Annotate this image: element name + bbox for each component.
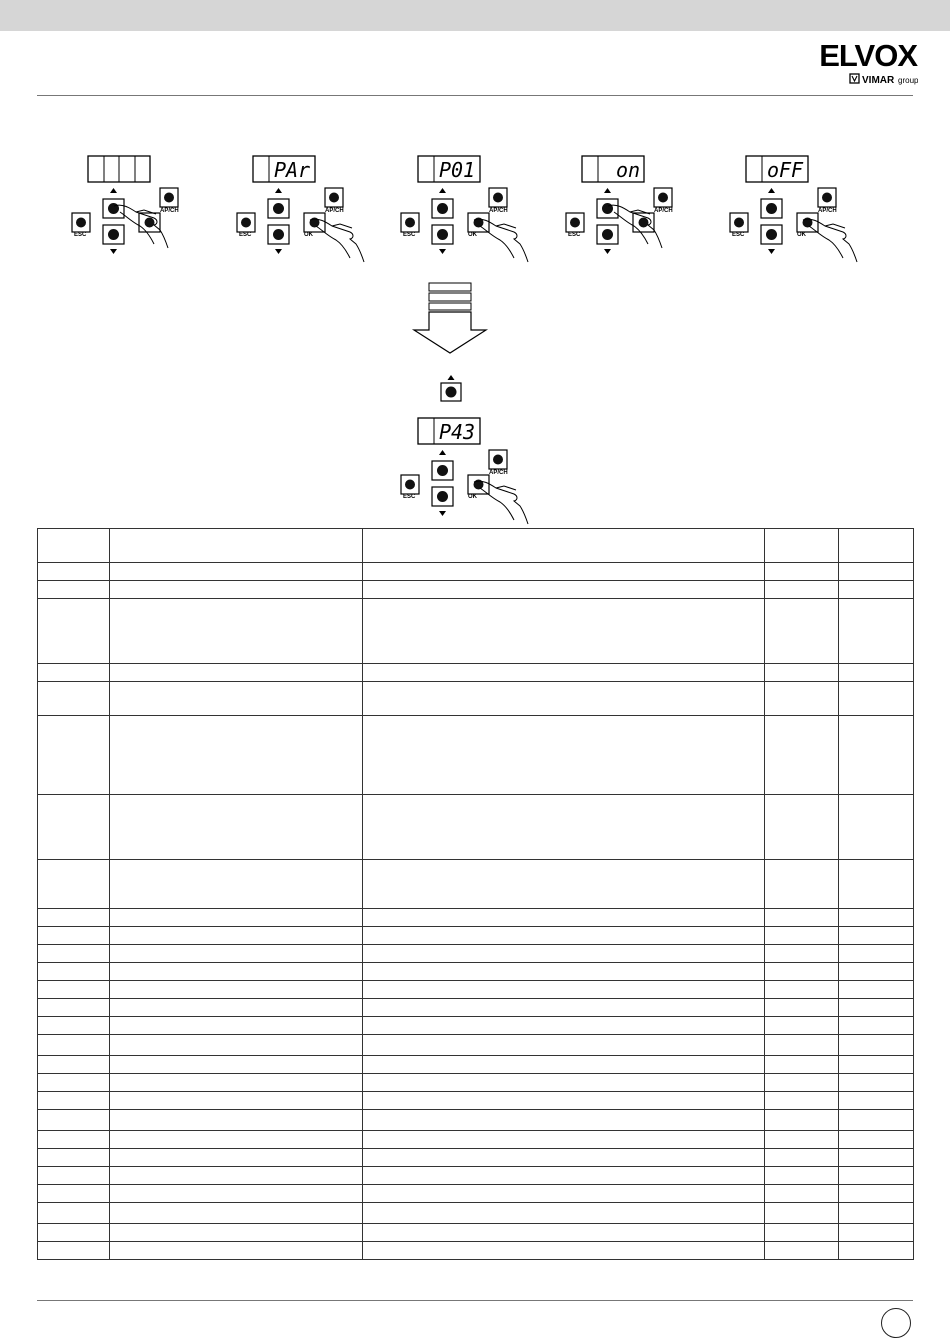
table-cell [363,1056,765,1074]
table-row [38,795,914,860]
table-cell [363,1203,765,1224]
table-cell [839,716,914,795]
display-5-text: oFF [766,158,804,182]
table-cell [110,860,363,909]
table-cell [38,581,110,599]
table-cell [765,1056,839,1074]
table-row [38,1149,914,1167]
keypad-6-esc-label: ESC [403,494,416,500]
table-cell [38,1149,110,1167]
table-cell [110,1185,363,1203]
table-cell [765,945,839,963]
table-row [38,909,914,927]
table-cell [839,581,914,599]
table-cell [363,860,765,909]
table-cell [363,1167,765,1185]
table-cell [110,529,363,563]
table-cell [363,664,765,682]
table-cell [839,563,914,581]
display-4-text: on [615,158,641,182]
footer-divider [37,1300,913,1301]
table-row [38,1092,914,1110]
table-cell [765,599,839,664]
table-cell [839,1092,914,1110]
keypad-3-apch-label: AP/CH [489,208,508,214]
table-cell [765,581,839,599]
display-5 [746,156,808,182]
table-cell [363,927,765,945]
table-cell [765,563,839,581]
table-cell [839,1149,914,1167]
table-cell [765,1017,839,1035]
table-cell [839,599,914,664]
table-row [38,1203,914,1224]
brand-name: ELVOX [819,40,917,73]
keypad-3-ok-label: OK [468,232,477,238]
table-cell [38,795,110,860]
table-row [38,963,914,981]
keypad-4-esc-label: ESC [568,232,581,238]
table-cell [363,909,765,927]
table-cell [765,1131,839,1149]
table-cell [765,999,839,1017]
table-cell [765,927,839,945]
table-cell [38,999,110,1017]
table-cell [110,664,363,682]
table-cell [38,1017,110,1035]
table-cell [363,1149,765,1167]
table-cell [363,1185,765,1203]
table-row [38,1074,914,1092]
table-cell [839,1035,914,1056]
table-cell [110,1149,363,1167]
keypad-6-ok-label: OK [468,494,477,500]
table-row [38,716,914,795]
keypad-3-esc-label: ESC [403,232,416,238]
table-cell [110,581,363,599]
table-cell [110,1056,363,1074]
brand-logo [800,40,918,88]
table-cell [38,1224,110,1242]
table-row [38,1242,914,1260]
table-cell [110,1035,363,1056]
table-cell [38,1185,110,1203]
table-cell [110,1203,363,1224]
table-cell [839,1017,914,1035]
table-cell [110,1224,363,1242]
table-cell [38,529,110,563]
display-3-text: P01 [438,158,476,182]
table-cell [110,999,363,1017]
display-4 [582,156,644,182]
table-cell [110,1092,363,1110]
parent-brand-suffix: group [898,76,918,85]
table-cell [839,909,914,927]
table-cell [765,1203,839,1224]
table-cell [363,1110,765,1131]
table-row [38,981,914,999]
table-cell [363,1242,765,1260]
keypad-5-esc-label: ESC [732,232,745,238]
table-cell [363,563,765,581]
keypad-4 [566,188,672,254]
display-6-text: P43 [438,420,476,444]
table-row [38,1035,914,1056]
table-row [38,1110,914,1131]
table-row [38,1185,914,1203]
table-cell [839,1203,914,1224]
table-cell [363,795,765,860]
table-cell [110,716,363,795]
table-cell [839,1074,914,1092]
table-cell [363,1017,765,1035]
table-cell [839,1224,914,1242]
table-row [38,599,914,664]
table-cell [839,1110,914,1131]
table-cell [38,909,110,927]
table-row [38,581,914,599]
table-cell [839,860,914,909]
table-cell [38,1242,110,1260]
display-3 [418,156,480,182]
table-cell [363,716,765,795]
table-cell [38,927,110,945]
table-cell [110,963,363,981]
table-cell [765,981,839,999]
table-cell [38,1203,110,1224]
table-cell [110,1074,363,1092]
table-cell [38,945,110,963]
table-cell [38,682,110,716]
table-cell [839,945,914,963]
table-cell [363,945,765,963]
table-cell [839,795,914,860]
programming-diagram [0,140,950,525]
table-cell [38,1110,110,1131]
table-cell [363,529,765,563]
table-cell [363,1035,765,1056]
keypad-3 [401,188,507,254]
table-cell [839,1242,914,1260]
table-cell [363,963,765,981]
keypad-2 [237,188,343,254]
table-cell [839,1185,914,1203]
table-cell [38,1074,110,1092]
table-cell [765,963,839,981]
table-cell [765,1074,839,1092]
keypad-2-ok-label: OK [304,232,313,238]
table-cell [38,599,110,664]
table-cell [363,981,765,999]
table-cell [110,563,363,581]
table-cell [110,1110,363,1131]
keypad-2-apch-label: AP/CH [325,208,344,214]
table-cell [839,981,914,999]
table-cell [110,909,363,927]
table-cell [110,599,363,664]
table-row [38,1056,914,1074]
table-cell [363,1224,765,1242]
table-cell [110,1131,363,1149]
display-2 [253,156,315,182]
keypad-1-apch-label: AP/CH [160,208,179,214]
parameter-table [37,528,914,1260]
table-cell [765,1035,839,1056]
table-cell [363,1074,765,1092]
table-cell [38,1131,110,1149]
table-cell [38,664,110,682]
table-row [38,563,914,581]
table-cell [765,1110,839,1131]
table-row [38,927,914,945]
keypad-1 [72,188,178,254]
table-cell [765,795,839,860]
table-cell [38,1092,110,1110]
table-row [38,1017,914,1035]
table-cell [110,682,363,716]
display-2-text: PAr [273,158,311,182]
table-cell [110,945,363,963]
table-cell [765,1224,839,1242]
top-header-bar [0,0,950,31]
table-cell [38,716,110,795]
table-cell [765,1185,839,1203]
table-cell [38,1056,110,1074]
table-cell [765,529,839,563]
table-cell [839,1056,914,1074]
table-cell [765,716,839,795]
table-cell [765,682,839,716]
display-1 [88,156,150,182]
table-cell [38,1035,110,1056]
table-cell [110,1242,363,1260]
table-cell [839,529,914,563]
table-cell [765,1149,839,1167]
table-row [38,860,914,909]
table-cell [839,1167,914,1185]
table-cell [110,1017,363,1035]
table-cell [110,927,363,945]
keypad-2-esc-label: ESC [239,232,252,238]
keypad-5-apch-label: AP/CH [818,208,837,214]
up-key [441,375,461,401]
header-divider [37,95,913,96]
table-cell [38,963,110,981]
keypad-1-esc-label: ESC [74,232,87,238]
repeat-arrow [414,283,486,353]
table-cell [110,981,363,999]
table-cell [38,1167,110,1185]
table-cell [765,909,839,927]
keypad-6-apch-label: AP/CH [489,470,508,476]
table-row [38,1167,914,1185]
table-row [38,664,914,682]
keypad-5-ok-label: OK [797,232,806,238]
table-row [38,999,914,1017]
keypad-6 [401,450,507,516]
table-row [38,1131,914,1149]
table-cell [839,963,914,981]
page-number-badge [881,1308,911,1338]
table-cell [363,599,765,664]
table-cell [765,860,839,909]
keypad-4-apch-label: AP/CH [654,208,673,214]
table-cell [363,1131,765,1149]
table-cell [110,1167,363,1185]
keypad-5 [730,188,836,254]
table-cell [38,860,110,909]
table-cell [839,999,914,1017]
table-cell [765,1092,839,1110]
table-cell [363,581,765,599]
table-cell [765,1242,839,1260]
table-cell [38,563,110,581]
table-cell [38,981,110,999]
table-cell [839,664,914,682]
table-cell [110,795,363,860]
table-cell [839,682,914,716]
table-cell [363,999,765,1017]
table-row [38,945,914,963]
table-cell [839,927,914,945]
table-row [38,529,914,563]
table-cell [765,664,839,682]
parent-brand-name: VIMAR [862,75,895,86]
table-cell [839,1131,914,1149]
table-cell [363,682,765,716]
display-6 [418,418,480,444]
table-cell [363,1092,765,1110]
table-row [38,682,914,716]
table-row [38,1224,914,1242]
table-cell [765,1167,839,1185]
parameter-table-body [38,529,914,1260]
